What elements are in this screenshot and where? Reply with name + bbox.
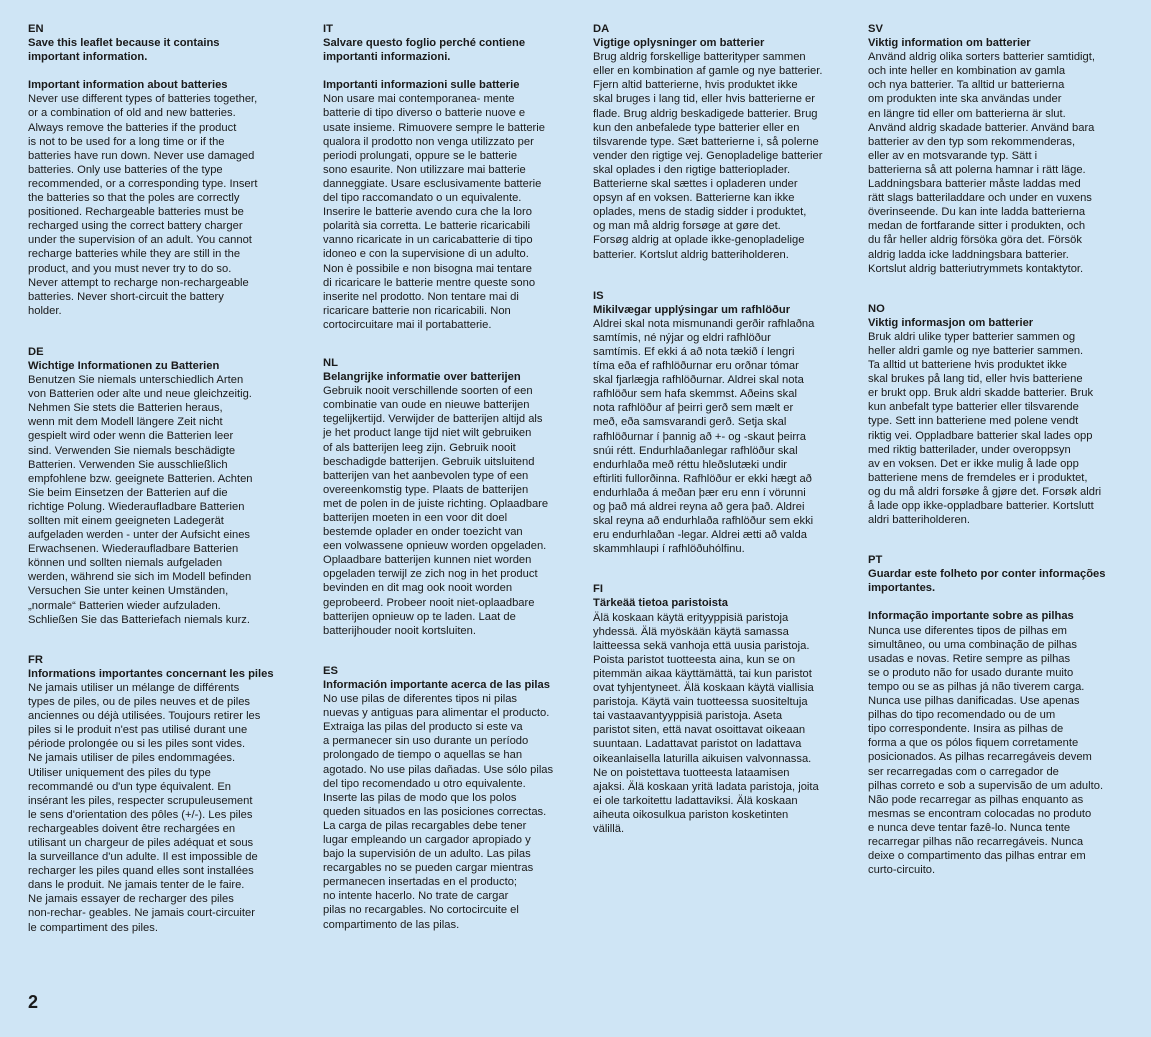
column-2 [323,22,585,932]
section-fr [28,653,290,935]
section-title: Informations importantes concernant les piles [28,667,274,680]
section-title: Información importante acerca de las pilas [323,678,550,691]
language-code: FI [593,583,603,596]
section-body: Ne jamais utiliser un mélange de différents types de piles, ou de piles neuves et de piles anciennes ou déjà utilisées. Toujours retirer les piles si le produit n'est pas utilisé durant une période prolongée ou si les piles sont vides. Ne jamais utiliser de piles endommagées. Utiliser uniquement des piles du type recommandé ou d'un type équivalent. En insérant les piles, respecter scrupuleusement le sens d'orientation des pôles (+/-). Les piles rechargeables doivent être rechargées en utilisant un chargeur de piles adéquat et sous la surveillance d'un adulte. Il est impossible de recharger les piles quand elles sont installées dans le produit. Ne jamais tenter de le faire. Ne jamais essayer de recharger des piles non-rechar- geables. Ne jamais court-circuiter le compartiment des piles. [28,681,261,934]
section-title: Belangrijke informatie over batterijen [323,371,521,384]
section-is [593,289,855,557]
section-title: Informação importante sobre as pilhas [868,610,1074,623]
section-title: Viktig informasjon om batterier [868,316,1034,329]
section-title: Viktig information om batterier [868,37,1031,50]
section-body: Älä koskaan käytä erityyppisiä paristoja yhdessä. Älä myöskään käytä samassa laitteessa sekä vanhoja että uusia paristoja. Poista paristot tuotteesta aina, kun se on pitemmän aikaa käyttämättä, tai kun paristot ovat tyhjentyneet. Älä koskaan käytä viallisia paristoja. Käytä vain tuotteessa suositeltuja tai vastaavantyyppisiä paristoja. Aseta paristot siten, että navat osoittavat oikeaan suuntaan. Ladattavat paristot on ladattava oikeanlaisella laturilla aikuisen valvonnassa. Ne on poistettava tuotteesta lataamisen ajaksi. Älä koskaan yritä ladata paristoja, joita ei ole tarkoitettu ladattaviksi. Älä koskaan aiheuta oikosulkua pariston kosketinten välillä. [593,611,819,835]
page-number: 2 [28,992,39,1012]
section-body: Never use different types of batteries together, or a combination of old and new batteries. Always remove the batteries if the product is not to be used for a long time or if the batteries have run down. Never use damaged batteries. Only use batteries of the type recommended, or a corresponding type. Insert the batteries so that the poles are correctly positioned. Rechargeable batteries must be recharged using the correct battery charger under the supervision of an adult. You cannot recharge batteries while they are still in the product, and you must never try to do so. Never attempt to recharge non-rechargeable batteries. Never short-circuit the battery holder. [28,93,258,317]
section-body: Aldrei skal nota mismunandi gerðir rafhlaðna samtímis, né nýjar og eldri rafhlöður samtímis. Ef ekki á að nota tækið í lengri tíma eða ef rafhlöðurnar eru orðnar tómar skal fjarlægja rafhlöðurnar. Aldrei skal nota rafhlöður sem hafa skemmst. Aðeins skal nota rafhlöður af þeirri gerð sem mælt er með, eða samsvarandi gerð. Setja skal rafhlöðurnar í þannig að +- og -skaut þeirra snúi rétt. Endurhlaðanlegar rafhlöður skal endurhlaða með réttu hleðslutæki undir eftirliti fullorðinna. Rafhlöður er ekki hægt að endurhlaða á meðan þær eru enn í vörunni og það má aldrei reyna að gera það. Aldrei skal reyna að endurhlaða rafhlöður sem ekki eru endurhlaðan -legar. Aldrei ætti að valda skammhlaupi í rafhlöðuhólfinu. [593,317,815,556]
language-code: IT [323,23,333,35]
section-heading: Save this leaflet because it contains important information. [28,37,220,64]
section-heading: Guardar este folheto por conter informações importantes. [868,568,1106,595]
language-code: PT [868,554,883,567]
column-1 [28,22,290,935]
section-body: Gebruik nooit verschillende soorten of een combinatie van oude en nieuwe batterijen tegelijkertijd. Verwijder de batterijen altijd als je het product lange tijd niet wilt gebruiken of als batterijen leeg zijn. Gebruik nooit beschadigde batterijen. Gebruik uitsluitend batterijen van het aanbevolen type of een overeenkomstig type. Plaats de batterijen met de polen in de juiste richting. Oplaadbare batterijen moeten in een voor dit doel bestemde oplader en onder toezicht van een volwassene opnieuw worden opgeladen. Oplaadbare batterijen kunnen niet worden opgeladen terwijl ze zich nog in het product bevinden en dit mag ook nooit worden geprobeerd. Probeer nooit niet-oplaadbare batterijen opnieuw op te laden. Laat de batterijhouder nooit kortsluiten. [323,385,549,637]
section-no [868,302,1130,528]
section-en [28,22,290,318]
section-body: Nunca use diferentes tipos de pilhas em simultâneo, ou uma combinação de pilhas usadas e novas. Retire sempre as pilhas se o produto não for usado durante muito tempo ou se as pilhas já não tiverem carga. Nunca use pilhas danificadas. Use apenas pilhas do tipo recomendado ou de um tipo correspondente. Insira as pilhas de forma a que os pólos fiquem corretamente posicionados. As pilhas recarregáveis devem ser recarregadas com o carregador de pilhas correto e sob a supervisão de um adulto. Não pode recarregar as pilhas enquanto as mesmas se encontram colocadas no produto e nunca deve tentar fazê-lo. Nunca tente recarregar pilhas não recarregáveis. Nunca deixe o compartimento das pilhas entrar em curto-circuito. [868,624,1104,877]
section-title: Tärkeää tietoa paristoista [593,597,728,610]
section-title: Vigtige oplysninger om batterier [593,37,765,50]
section-body: Använd aldrig olika sorters batterier samtidigt, och inte heller en kombination av gamla och nya batterier. Ta alltid ur batterierna om produkten inte ska användas under en längre tid eller om batterierna är slut. Använd aldrig skadade batterier. Använd bara batterier av den typ som rekommenderas, eller av en motsvarande typ. Sätt i batterierna så att polerna hamnar i rätt läge. Laddningsbara batterier måste laddas med rätt slags batteriladdare och under en vuxens överinseende. Du kan inte ladda batterierna medan de fortfarande sitter i produkten, och du får heller aldrig försöka göra det. Försök aldrig ladda icke laddningsbara batterier. Kortslut aldrig batteriutrymmets kontaktytor. [868,51,1095,275]
language-code: FR [28,653,43,666]
language-code: ES [323,664,338,677]
section-body: No use pilas de diferentes tipos ni pilas nuevas y antiguas para alimentar el producto. Extraiga las pilas del producto si este va a permanecer sin uso durante un período prolongado de tiempo o aquellas se han agotado. No use pilas dañadas. Use sólo pilas del tipo recomendado u otro equivalente. Inserte las pilas de modo que los polos queden situados en las posiciones correctas. La carga de pilas recargables debe tener lugar empleando un cargador apropiado y bajo la supervisión de un adulto. Las pilas recargables no se pueden cargar mientras permanecen insertadas en el producto; no intente hacerlo. No trate de cargar pilas no recargables. No cortocircuite el compartimento de las pilas. [323,693,554,931]
section-title: Importanti informazioni sulle batterie [323,79,520,92]
section-body: Benutzen Sie niemals unterschiedlich Arten von Batterien oder alte und neue gleichzeitig. Nehmen Sie stets die Batterien heraus, wenn mit dem Modell längere Zeit nicht gespielt wird oder wenn die Batterien leer sind. Verwenden Sie niemals beschädigte Batterien. Verwenden Sie ausschließlich empfohlene bzw. geeignete Batterien. Achten Sie beim Einsetzen der Batterien auf die richtige Polung. Wiederaufladbare Batterien sollten mit einem geeigneten Ladegerät aufgeladen werden - unter der Aufsicht eines Erwachsenen. Wiederaufladbare Batterien können und sollten niemals aufgeladen werden, während sie sich im Modell befinden Versuchen Sie unter keinen Umständen, „normale“ Batterien wieder aufzuladen. Schließen Sie das Batteriefach niemals kurz. [28,374,253,626]
section-body: Bruk aldri ulike typer batterier sammen og heller aldri gamle og nye batterier sammen. Ta alltid ut batteriene hvis produktet ikke skal brukes på lang tid, eller hvis batteriene er brukt opp. Bruk aldri skadde batterier. Bruk kun anbefalt type batterier eller tilsvarende type. Sett inn batteriene med polene vendt riktig vei. Oppladbare batterier skal lades opp med riktig batterilader, under overoppsyn av en voksen. Det er ikke mulig å lade opp batteriene mens de fremdeles er i produktet, og du må aldri forsøke å gjøre det. Forsøk aldri å lade opp ikke-oppladbare batterier. Kortslutt aldri batteriholderen. [868,330,1102,527]
language-code: DA [593,23,610,35]
language-code: SV [868,23,883,35]
section-es [323,664,585,932]
section-heading: Salvare questo foglio perché contiene importanti informazioni. [323,37,526,64]
language-code: DE [28,345,44,358]
language-code: IS [593,289,604,302]
section-de [28,345,290,627]
section-title: Important information about batteries [28,79,228,92]
language-code: NL [323,356,338,369]
section-title: Wichtige Informationen zu Batterien [28,359,220,372]
section-body: Brug aldrig forskellige batterityper sammen eller en kombination af gamle og nye batterier. Fjern altid batterierne, hvis produktet ikke skal bruges i lang tid, eller hvis batterierne er flade. Brug aldrig beskadigede batterier. Brug kun den anbefalede type batterier eller en tilsvarende type. Sæt batterierne i, så polerne vender den rigtige vej. Genopladelige batterier skal oplades i den rigtige batterioplader. Batterierne skal sættes i opladeren under opsyn af en voksen. Batterierne kan ikke oplades, mens de stadig sidder i produktet, og man må aldrig forsøge at gøre det. Forsøg aldrig at oplade ikke-genopladelige batterier. Kortslut aldrig batteriholderen. [593,51,823,261]
section-pt [868,553,1130,877]
section-it [323,22,585,332]
column-4 [868,22,1130,877]
section-nl [323,356,585,638]
section-fi [593,582,855,836]
language-code: NO [868,302,885,315]
section-sv [868,22,1130,276]
language-code: EN [28,23,44,35]
section-title: Mikilvægar upplýsingar um rafhlöður [593,303,791,316]
column-3 [593,22,855,836]
section-body: Non usare mai contemporanea- mente batterie di tipo diverso o batterie nuove e usate insieme. Rimuovere sempre le batterie qualora il prodotto non venga utilizzato per periodi prolungati, oppure se le batterie sono esaurite. Non utilizzare mai batterie danneggiate. Usare esclusivamente batterie del tipo raccomandato o un equivalente. Inserire le batterie avendo cura che la loro polarità sia corretta. Le batterie ricaricabili vanno ricaricate in un caricabatterie di tipo idoneo e con la supervisione di un adulto. Non è possibile e non bisogna mai tentare di ricaricare le batterie mentre queste sono inserite nel prodotto. Non tentare mai di ricaricare batterie non ricaricabili. Non cortocircuitare mai il portabatterie. [323,93,545,331]
section-da [593,22,855,262]
